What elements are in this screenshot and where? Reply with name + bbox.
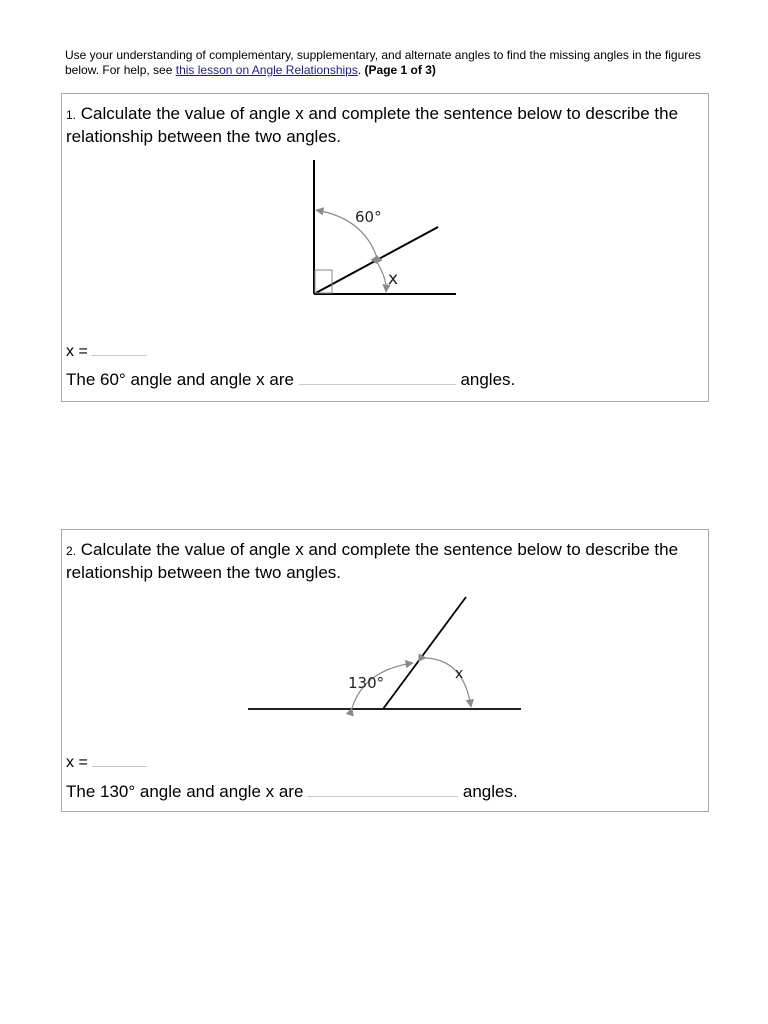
question-1-number: 1.	[66, 108, 77, 122]
sentence-2-end: angles.	[462, 782, 518, 801]
angle-x-arc	[378, 264, 386, 292]
answer-x-row-2	[66, 750, 147, 773]
slanted-ray	[383, 597, 466, 709]
figure-2-supplementary	[62, 530, 710, 813]
relationship-answer-blank[interactable]	[299, 368, 456, 385]
instructions	[65, 48, 715, 78]
sentence-2	[66, 780, 518, 803]
x-equals-label: x =	[66, 343, 88, 360]
angle-x-arc-2	[426, 658, 471, 707]
angle-x-label-2: x	[455, 666, 464, 682]
instructions-punct: .	[357, 63, 365, 77]
question-2-prompt: Calculate the value of angle x and complete the sentence below to describe the relationship between the two angles.	[66, 540, 679, 582]
sentence-2-start: The 130° angle and angle x are	[66, 782, 304, 801]
sentence-1-start: The 60° angle and angle x are	[66, 370, 294, 389]
x-equals-label-2: x =	[66, 754, 88, 771]
sentence-1	[66, 368, 515, 391]
question-1-box	[61, 93, 709, 402]
x-answer-blank[interactable]	[92, 339, 147, 356]
figure-1-complementary	[62, 94, 710, 403]
sentence-1-end: angles.	[460, 370, 516, 389]
question-2-number: 2.	[66, 544, 77, 558]
question-1-prompt: Calculate the value of angle x and complete the sentence below to describe the relationship between the two angles.	[66, 104, 679, 146]
x-answer-blank-2[interactable]	[92, 750, 147, 767]
lesson-link[interactable]: this lesson on Angle Relationships	[175, 63, 358, 77]
page-indicator: (Page 1 of 3)	[364, 63, 436, 77]
relationship-answer-blank-2[interactable]	[308, 780, 458, 797]
angle-x-label: x	[388, 269, 399, 289]
answer-x-row-1	[66, 339, 147, 362]
diagonal-ray	[314, 227, 438, 294]
angle-130-label: 130°	[348, 674, 385, 692]
angle-60-label: 60°	[355, 208, 382, 226]
instructions-text: Use your understanding of complementary, supplementary, and alternate angles to find the missing angles in the figures below. For help, see	[65, 48, 701, 77]
question-2-box	[61, 529, 709, 812]
